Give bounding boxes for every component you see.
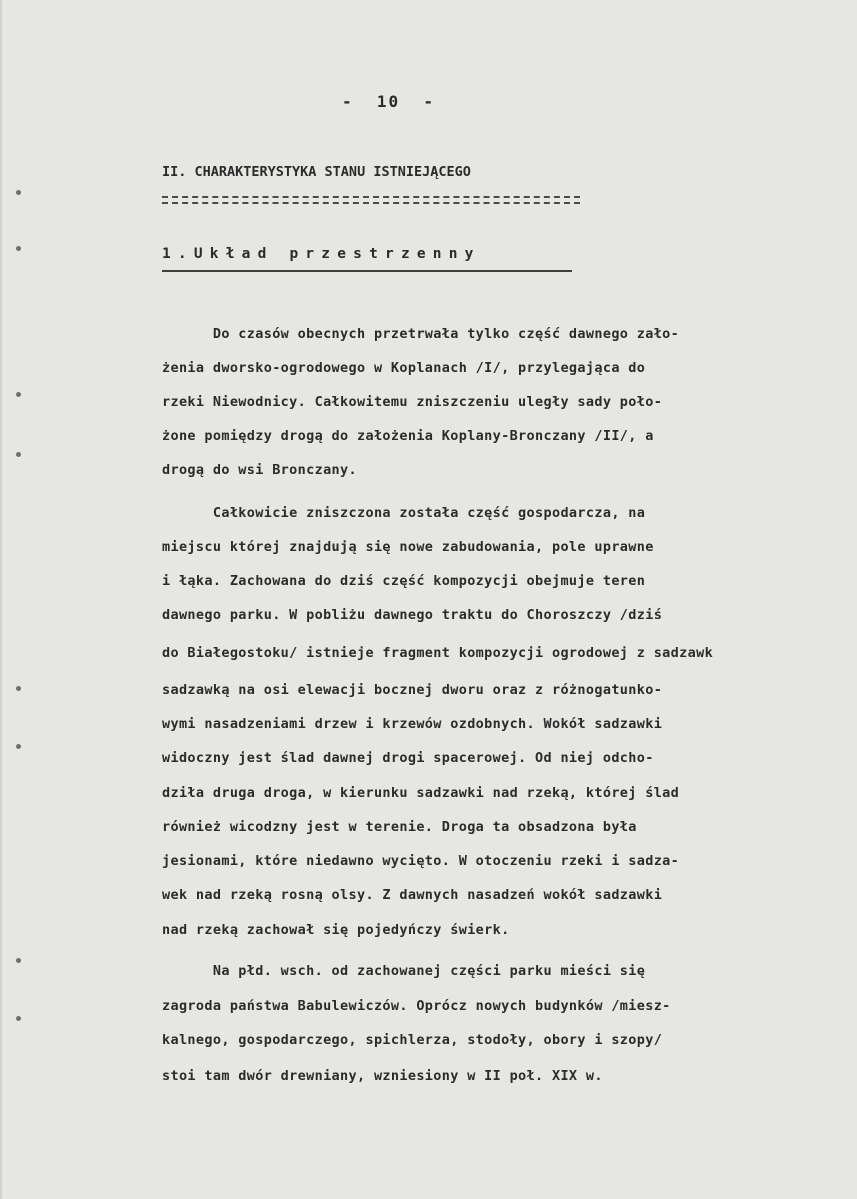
page-number: - 10 - [342, 92, 436, 111]
subsection-title-underline [162, 270, 572, 272]
body-text-line: Na płd. wsch. od zachowanej części parku mieści się [162, 963, 646, 979]
body-text-line: żenia dworsko-ogrodowego w Koplanach /I/, przylegająca do [162, 360, 646, 376]
body-text-line: jesionami, które niedawno wycięto. W otoczeniu rzeki i sadza- [162, 853, 680, 869]
body-text-line: rzeki Niewodnicy. Całkowitemu zniszczeniu uległy sady poło- [162, 394, 663, 410]
body-text-line: kalnego, gospodarczego, spichlerza, stodoły, obory i szopy/ [162, 1032, 663, 1048]
punch-hole-mark [16, 958, 21, 963]
section-title-double-underline [162, 196, 580, 204]
body-text-line: nad rzeką zachował się pojedyńczy świerk. [162, 922, 510, 938]
body-text-line: widoczny jest ślad dawnej drogi spacerowej. Od niej odcho- [162, 750, 654, 766]
body-text-line: miejscu której znajdują się nowe zabudowania, pole uprawne [162, 539, 654, 555]
body-text-line: dawnego parku. W pobliżu dawnego traktu do Choroszczy /dziś [162, 607, 663, 623]
body-text-line: Całkowicie zniszczona została część gospodarcza, na [162, 505, 646, 521]
body-text-line: sadzawką na osi elewacji bocznej dworu oraz z różnogatunko- [162, 682, 663, 698]
body-text-line: drogą do wsi Bronczany. [162, 462, 357, 478]
punch-hole-mark [16, 686, 21, 691]
punch-hole-mark [16, 392, 21, 397]
body-text-line: dziła druga droga, w kierunku sadzawki nad rzeką, której ślad [162, 785, 680, 801]
punch-hole-mark [16, 190, 21, 195]
body-text-line: i łąka. Zachowana do dziś część kompozycji obejmuje teren [162, 573, 646, 589]
body-text-line: stoi tam dwór drewniany, wzniesiony w II poł. XIX w. [162, 1068, 603, 1084]
body-text-line: również wicodzny jest w terenie. Droga ta obsadzona była [162, 819, 637, 835]
punch-hole-mark [16, 246, 21, 251]
body-text-line: wek nad rzeką rosną olsy. Z dawnych nasadzeń wokół sadzawki [162, 887, 663, 903]
section-title: II. CHARAKTERYSTYKA STANU ISTNIEJĄCEGO [162, 164, 471, 180]
body-text-line: zagroda państwa Babulewiczów. Oprócz nowych budynków /miesz- [162, 998, 671, 1014]
body-text-line: wymi nasadzeniami drzew i krzewów ozdobnych. Wokół sadzawki [162, 716, 663, 732]
body-text-line: Do czasów obecnych przetrwała tylko część dawnego zało- [162, 326, 680, 342]
punch-hole-mark [16, 452, 21, 457]
body-text-line: do Białegostoku/ istnieje fragment kompozycji ogrodowej z sadzawk [162, 645, 714, 661]
body-text-line: żone pomiędzy drogą do założenia Koplany-Bronczany /II/, a [162, 428, 654, 444]
punch-hole-mark [16, 1016, 21, 1021]
punch-hole-mark [16, 744, 21, 749]
subsection-title: 1.Układ przestrzenny [162, 246, 481, 262]
